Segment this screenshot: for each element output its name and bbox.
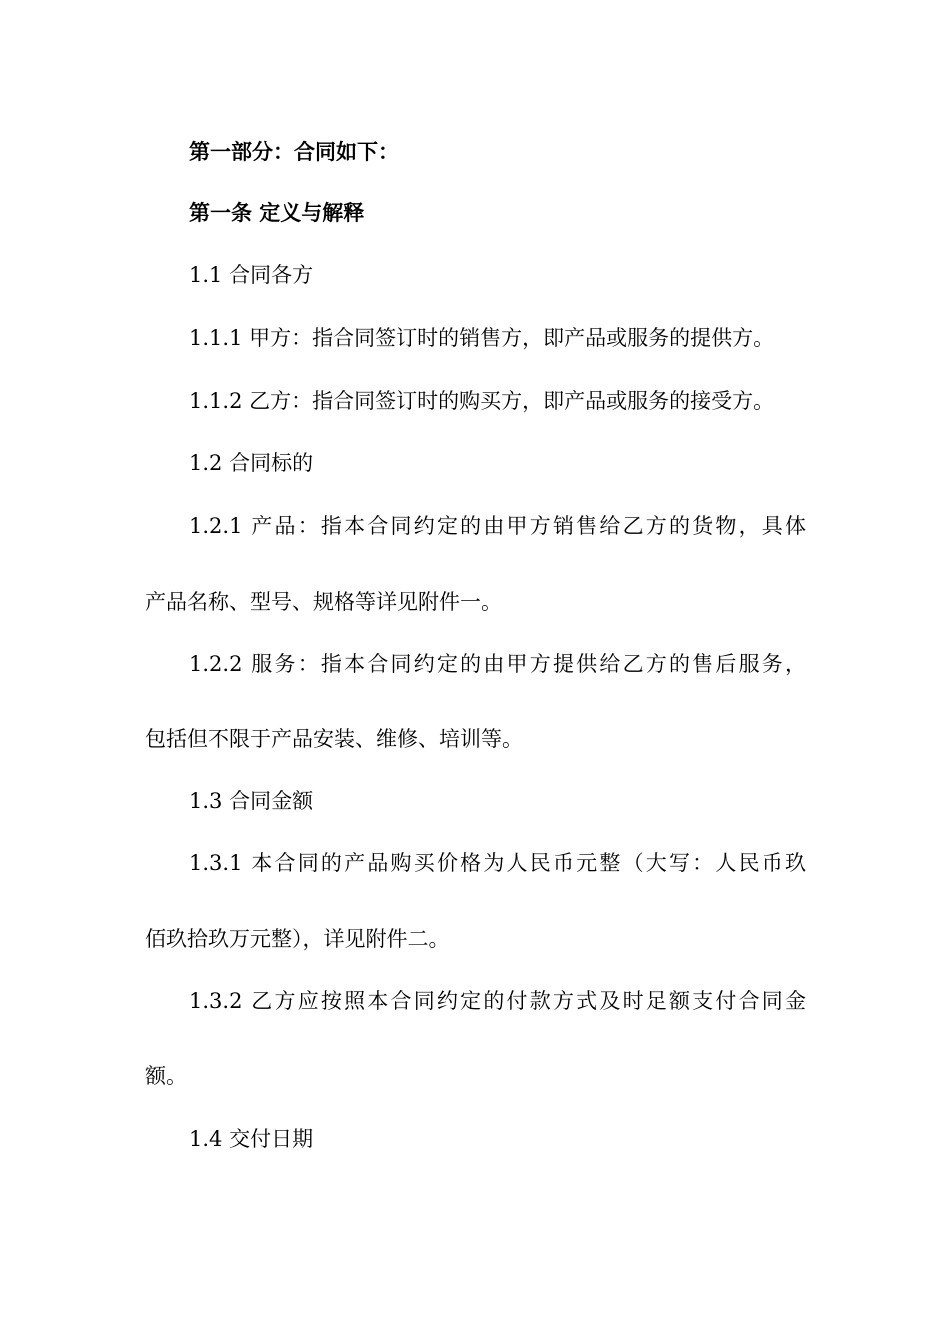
- section-1-3: 1.3 合同金额: [189, 789, 314, 813]
- clause-1-2-2-line-1: 1.2.2 服务：指本合同约定的由甲方提供给乙方的售后服务，: [189, 652, 806, 676]
- article-title: 第一条 定义与解释: [189, 201, 365, 225]
- clause-1-1-1: 1.1.1 甲方：指合同签订时的销售方，即产品或服务的提供方。: [189, 326, 775, 350]
- clause-1-3-2-line-1: 1.3.2 乙方应按照本合同约定的付款方式及时足额支付合同金: [189, 989, 806, 1013]
- clause-1-2-1-line-1: 1.2.1 产品：指本合同约定的由甲方销售给乙方的货物，具体: [189, 514, 806, 538]
- clause-1-2-2-line-2: 包括但不限于产品安装、维修、培训等。: [145, 727, 523, 751]
- clause-1-2-1-line-2: 产品名称、型号、规格等详见附件一。: [145, 590, 502, 614]
- section-1-1: 1.1 合同各方: [189, 263, 314, 287]
- clause-1-3-2-line-2: 额。: [145, 1064, 187, 1088]
- clause-1-3-1-line-1: 1.3.1 本合同的产品购买价格为人民币元整（大写：人民币玖: [189, 851, 806, 875]
- clause-1-3-1-line-2: 佰玖拾玖万元整），详见附件二。: [145, 927, 450, 951]
- part-title: 第一部分：合同如下：: [189, 140, 399, 164]
- section-1-2: 1.2 合同标的: [189, 451, 314, 475]
- clause-1-1-2: 1.1.2 乙方：指合同签订时的购买方，即产品或服务的接受方。: [189, 389, 775, 413]
- section-1-4: 1.4 交付日期: [189, 1127, 314, 1151]
